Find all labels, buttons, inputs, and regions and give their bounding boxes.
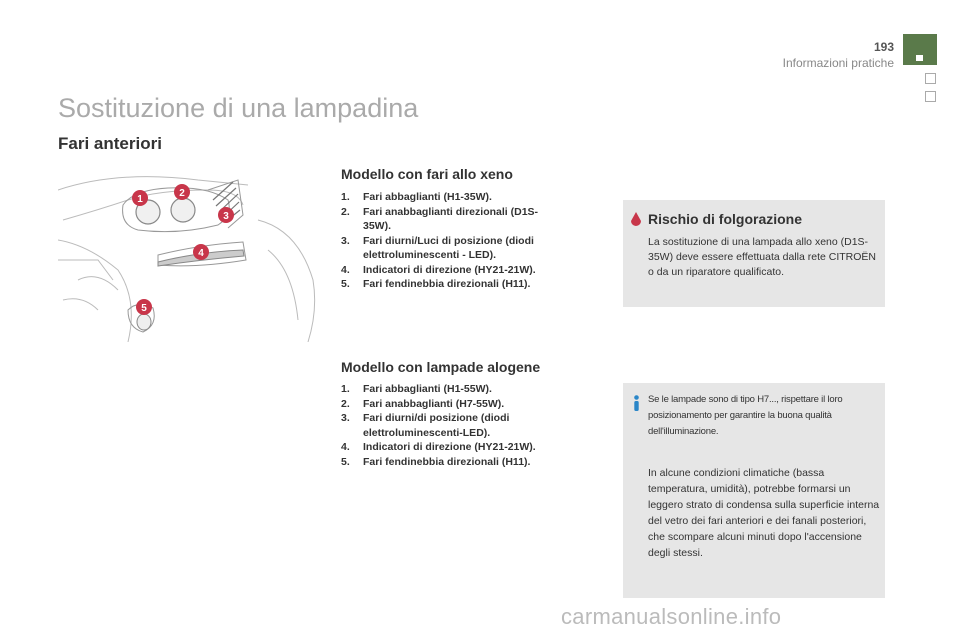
item-number: 1.: [341, 383, 350, 395]
item-number: 5.: [341, 455, 350, 468]
list-item: [341, 263, 583, 278]
item-text: Fari anabbaglianti direzionali (D1S-35W).: [363, 205, 539, 232]
info-box: [623, 383, 885, 598]
xenon-heading: Modello con fari allo xeno: [341, 166, 513, 182]
tab-square-icon: [925, 91, 936, 102]
item-text: Fari diurni/di posizione (diodi elettroluminescenti-LED).: [363, 412, 510, 439]
item-text: Fari fendinebbia direzionali (H11).: [363, 455, 531, 468]
item-number: 2.: [341, 397, 350, 410]
item-text: Fari abbaglianti (H1-35W).: [363, 191, 492, 203]
warning-text: La sostituzione di una lampada allo xeno (D1S-35W) deve essere effettuata dalla rete CITROËN o da un riparatore qualificato.: [648, 236, 876, 278]
warning-drop-icon: [630, 212, 642, 228]
xenon-list: [341, 190, 583, 292]
item-text: Indicatori di direzione (HY21-21W).: [363, 263, 536, 276]
list-item: [341, 234, 583, 263]
info-icon: [630, 395, 643, 411]
info-text-condensation: In alcune condizioni climatiche (bassa temperatura, umidità), potrebbe formarsi un leggero strato di condensa sulla superficie interna del vetro dei fari anteriori e dei fanali posteriori, che scompare alcuni minuti dopo l'accensione degli stessi.: [648, 467, 880, 559]
info-text-lamp-position: Se le lampade sono di tipo H7..., rispettare il loro posizionamento per garantire la buona qualità dell'illuminazione.: [648, 394, 843, 437]
item-text: Fari abbaglianti (H1-55W).: [363, 383, 492, 395]
section-tab: [903, 34, 937, 65]
item-number: 5.: [341, 278, 350, 290]
watermark: carmanualsonline.info: [561, 604, 782, 629]
item-text: Fari diurni/Luci di posizione (diodi elettroluminescenti - LED).: [363, 234, 534, 261]
item-number: 3.: [341, 412, 350, 424]
halogen-heading: Modello con lampade alogene: [341, 359, 541, 375]
item-number: 3.: [341, 234, 350, 247]
item-number: 4.: [341, 263, 350, 276]
item-text: Indicatori di direzione (HY21-21W).: [363, 441, 536, 453]
headlight-illustration: [58, 160, 318, 342]
list-item: [341, 205, 583, 234]
list-item: [341, 411, 583, 440]
section-subtitle: Fari anteriori: [58, 134, 162, 153]
warning-title: Rischio di folgorazione: [648, 211, 803, 227]
item-text: Fari fendinebbia direzionali (H11).: [363, 278, 531, 290]
page-number: 193: [873, 40, 894, 54]
section-label: Informazioni pratiche: [782, 56, 894, 70]
list-item: [341, 455, 583, 470]
warning-box: [623, 200, 885, 307]
callout-3-label: 3: [223, 211, 229, 222]
list-item: [341, 277, 583, 292]
tab-marker-icon: [916, 55, 923, 61]
callout-2-label: 2: [179, 188, 185, 199]
tab-square-icon: [925, 73, 936, 84]
list-item: [341, 440, 583, 455]
halogen-list: [341, 382, 583, 469]
callout-1-label: 1: [137, 194, 143, 205]
item-number: 1.: [341, 191, 350, 203]
item-text: Fari anabbaglianti (H7-55W).: [363, 397, 505, 410]
list-item: [341, 397, 583, 412]
item-number: 2.: [341, 205, 350, 218]
item-number: 4.: [341, 441, 350, 453]
list-item: [341, 190, 583, 205]
page-title: Sostituzione di una lampadina: [58, 93, 419, 123]
callout-4-label: 4: [198, 248, 204, 259]
callout-5-label: 5: [141, 303, 147, 314]
list-item: [341, 382, 583, 397]
